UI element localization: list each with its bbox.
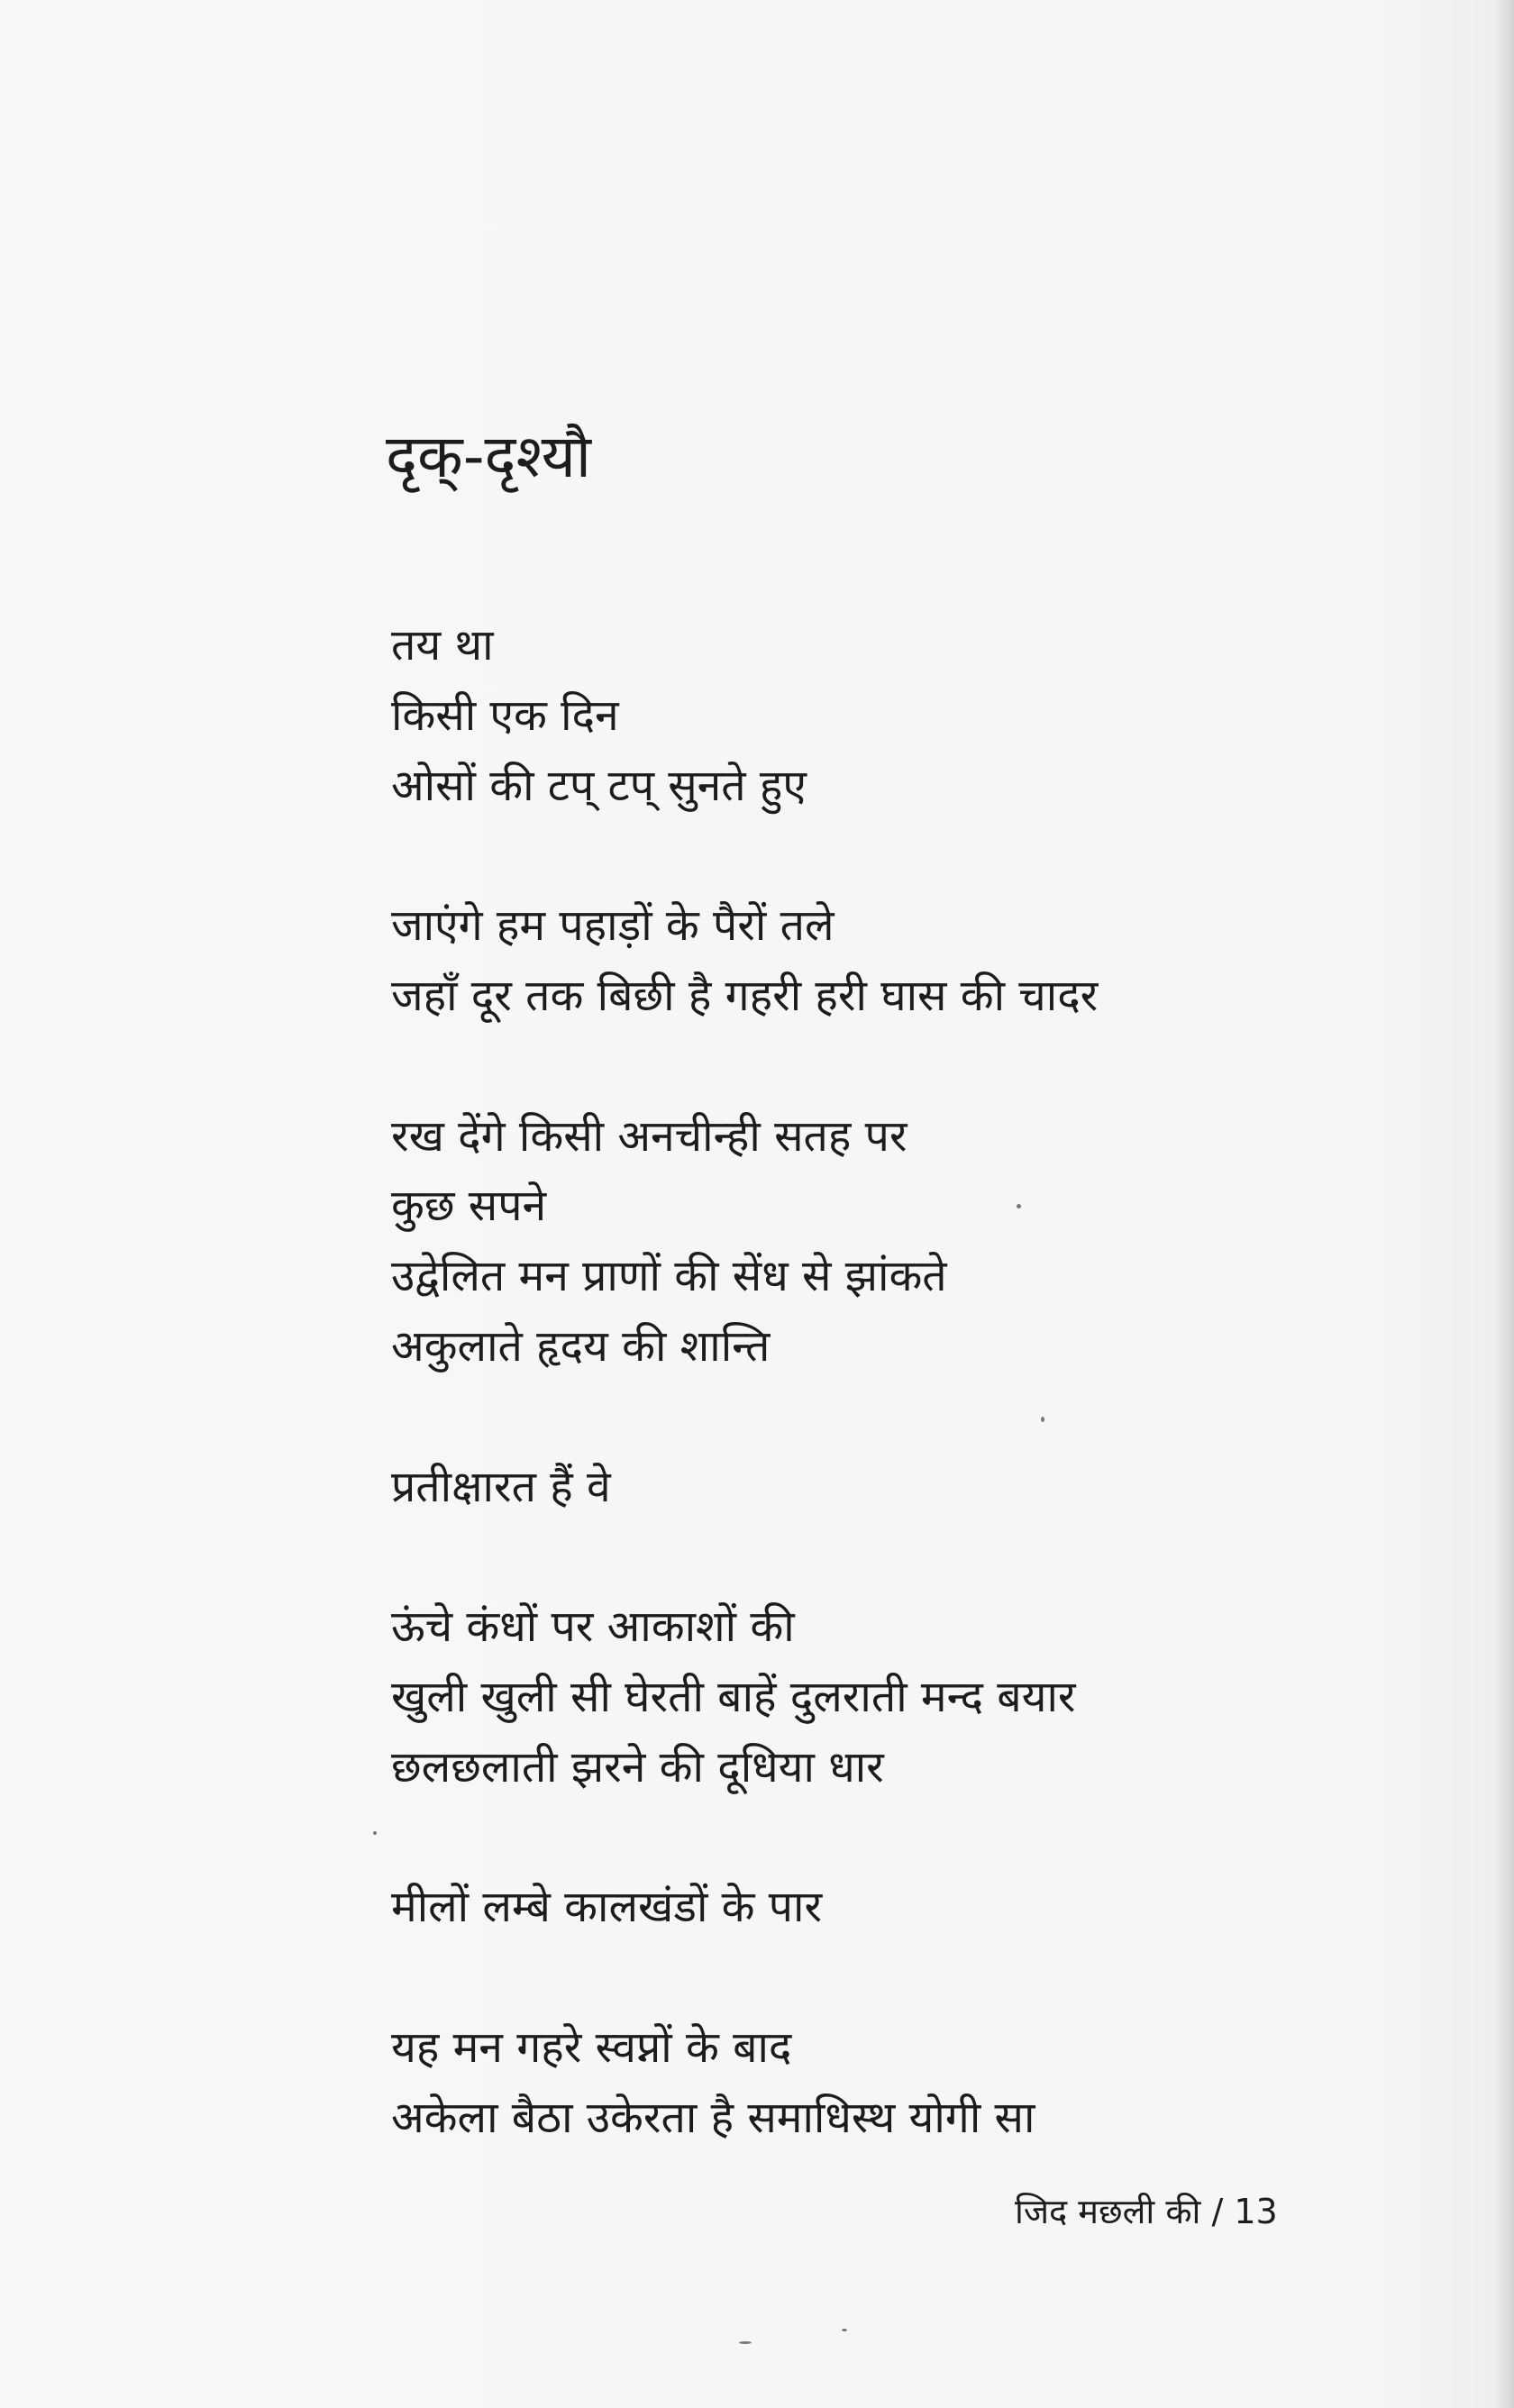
poem-line: रख देंगे किसी अनचीन्ही सतह पर bbox=[391, 1110, 907, 1162]
stanza-3 bbox=[391, 1102, 1400, 1382]
stanza-5 bbox=[391, 1592, 1400, 1802]
poem-line: जहाँ दूर तक बिछी है गहरी हरी घास की चादर bbox=[391, 970, 1099, 1021]
stanza-gap bbox=[391, 1803, 1400, 1874]
poem-line: यह मन गहरे स्वप्नों के बाद bbox=[391, 2021, 792, 2073]
poem-title: दृक्-दृश्यौ bbox=[386, 422, 592, 491]
poem-line: किसी एक दिन bbox=[391, 689, 619, 741]
poem-line: तय था bbox=[391, 620, 494, 670]
page-edge-shadow bbox=[1494, 0, 1514, 2408]
stanza-gap bbox=[391, 821, 1400, 891]
poem-line: खुली खुली सी घेरती बाहें दुलराती मन्द बयार bbox=[391, 1671, 1076, 1722]
stanza-gap bbox=[391, 1943, 1400, 2013]
print-speck bbox=[1041, 1417, 1044, 1422]
stanza-gap bbox=[391, 1382, 1400, 1453]
poem-line: छलछलाती झरने की दूधिया धार bbox=[391, 1741, 884, 1792]
stanza-2 bbox=[391, 891, 1400, 1032]
print-speck bbox=[373, 1831, 377, 1835]
stanza-gap bbox=[391, 1522, 1400, 1592]
poem-line: कुछ सपने bbox=[391, 1181, 547, 1232]
poem-line: अकेला बैठा उकेरता है समाधिस्थ योगी सा bbox=[391, 2092, 1035, 2143]
poem-line: उद्वेलित मन प्राणों की सेंध से झांकते bbox=[391, 1251, 947, 1302]
poem-line: प्रतीक्षारत हैं वे bbox=[391, 1461, 611, 1512]
print-speck bbox=[739, 2341, 752, 2344]
poem-line: मीलों लम्बे कालखंडों के पार bbox=[391, 1882, 823, 1933]
print-speck bbox=[842, 2329, 847, 2331]
poem-line: ऊंचे कंधों पर आकाशों की bbox=[391, 1601, 795, 1653]
stanza-4 bbox=[391, 1453, 1400, 1523]
stanza-gap bbox=[391, 1032, 1400, 1102]
stanza-1 bbox=[391, 611, 1400, 821]
poem-line: जाएंगे हम पहाड़ों के पैरों तले bbox=[391, 900, 835, 952]
poem-line: अकुलाते हृदय की शान्ति bbox=[391, 1320, 771, 1372]
stanza-6 bbox=[391, 1873, 1400, 1943]
page-footer: जिद मछली की / 13 bbox=[1015, 2192, 1278, 2231]
poem-body bbox=[391, 611, 1400, 2154]
poem-line: ओसों की टप् टप् सुनते हुए bbox=[391, 760, 807, 811]
print-speck bbox=[1017, 1204, 1021, 1209]
stanza-7 bbox=[391, 2013, 1400, 2154]
